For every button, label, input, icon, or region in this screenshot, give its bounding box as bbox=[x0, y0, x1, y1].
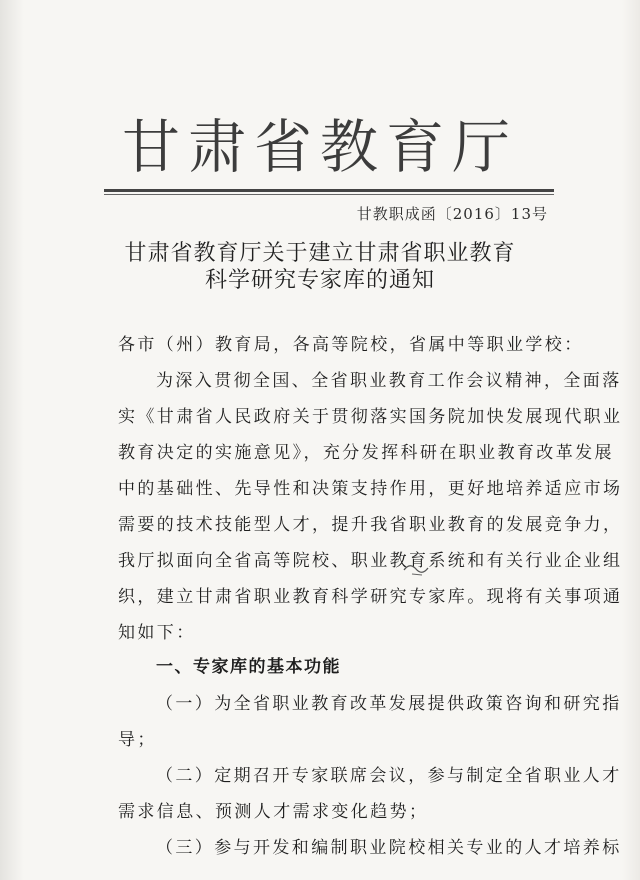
intro-line: 为深入贯彻全国、全省职业教育工作会议精神，全面落 bbox=[156, 371, 622, 391]
section-heading: 一、专家库的基本功能 bbox=[156, 657, 341, 677]
document-number: 甘教职成函〔2016〕13号 bbox=[356, 205, 548, 223]
intro-line: 中的基础性、先导性和决策支持作用，更好地培养适应市场 bbox=[118, 479, 623, 499]
list-item-line: （一）为全省职业教育改革发展提供政策咨询和研究指 bbox=[156, 694, 622, 714]
salutation: 各市（州）教育局，各高等院校，省属中等职业学校： bbox=[118, 335, 584, 355]
document-title-line-2: 科学研究专家库的通知 bbox=[204, 268, 435, 293]
issuing-agency-header: 甘肃省教育厅 bbox=[121, 113, 518, 181]
intro-line: 需要的技术技能型人才，提升我省职业教育的发展竞争力， bbox=[118, 515, 623, 535]
intro-line: 织，建立甘肃省职业教育科学研究专家库。现将有关事项通 bbox=[118, 587, 623, 607]
pen-mark bbox=[402, 560, 432, 578]
intro-line: 实《甘肃省人民政府关于贯彻落实国务院加快发展现代职业 bbox=[118, 407, 623, 427]
intro-line: 知如下： bbox=[118, 623, 196, 643]
list-item-line: 需求信息、预测人才需求变化趋势； bbox=[118, 802, 429, 822]
header-rule-thick bbox=[104, 189, 554, 192]
list-item-line: （二）定期召开专家联席会议，参与制定全省职业人才 bbox=[156, 766, 622, 786]
intro-line: 教育决定的实施意见》，充分发挥科研在职业教育改革发展 bbox=[118, 443, 614, 463]
list-item-line: （三）参与开发和编制职业院校相关专业的人才培养标 bbox=[156, 838, 622, 858]
header-rule-thin bbox=[104, 194, 554, 195]
list-item-line: 导； bbox=[118, 730, 157, 750]
document-title-line-1: 甘肃省教育厅关于建立甘肃省职业教育 bbox=[124, 241, 516, 266]
intro-line: 我厅拟面向全省高等院校、职业教育系统和有关行业企业组 bbox=[118, 551, 623, 571]
